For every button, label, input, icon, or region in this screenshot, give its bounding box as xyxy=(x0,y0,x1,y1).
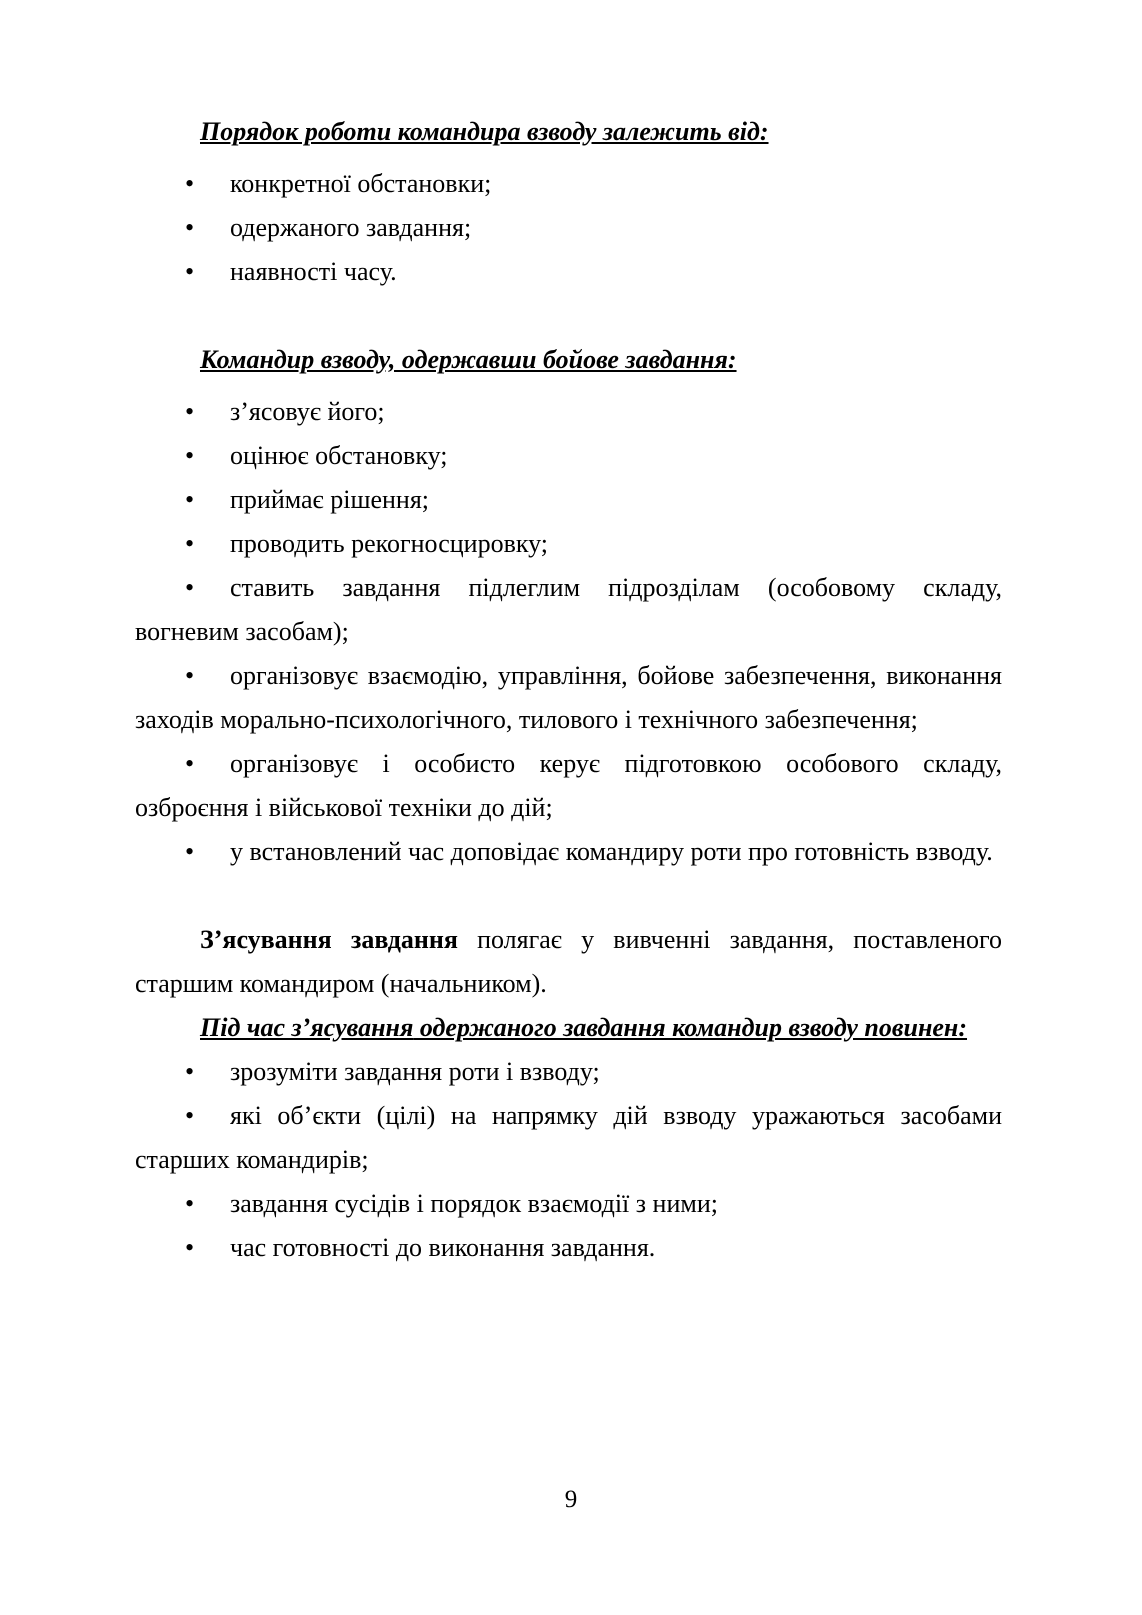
list-item-text: час готовності до виконання завдання. xyxy=(230,1233,656,1262)
bullet-icon: • xyxy=(185,1101,195,1130)
list-item-text: у встановлений час доповідає командиру роти про готовність взводу. xyxy=(230,837,993,866)
bullet-icon: • xyxy=(185,529,195,558)
list-item-text: завдання сусідів і порядок взаємодії з ними; xyxy=(230,1189,718,1218)
list-item-text: наявності часу. xyxy=(230,257,397,286)
heading-rest-part: одержаного завдання командир взводу повинен: xyxy=(413,1013,968,1042)
heading-text: Командир взводу, одержавши бойове завдання: xyxy=(200,345,737,374)
list-item-text: з’ясовує його; xyxy=(230,397,385,426)
bullet-icon: • xyxy=(185,441,195,470)
paragraph-lead-bold: З’ясування завдання xyxy=(200,925,458,954)
bullet-icon: • xyxy=(185,1233,195,1262)
paragraph-text: полягає у вивченні завдання, поставленого старшим командиром (начальником). xyxy=(135,925,1002,998)
bullet-icon: • xyxy=(185,573,195,602)
list-item xyxy=(135,1226,1002,1270)
list-item xyxy=(135,478,1002,522)
list-item xyxy=(135,206,1002,250)
list-item xyxy=(135,162,1002,206)
list-item xyxy=(135,434,1002,478)
list-item xyxy=(135,1182,1002,1226)
bullet-icon: • xyxy=(185,169,195,198)
list-item xyxy=(135,654,1002,742)
bullet-icon: • xyxy=(185,257,195,286)
bullet-icon: • xyxy=(185,661,195,690)
list-item xyxy=(135,522,1002,566)
bullet-icon: • xyxy=(185,485,195,514)
list-item-text: одержаного завдання; xyxy=(230,213,472,242)
list-item-text: які об’єкти (цілі) на напрямку дій взводу уражаються засобами старших командирів; xyxy=(135,1101,1002,1174)
list-item-text: організовує і особисто керує підготовкою особового складу, озброєння і військової техніки до дій; xyxy=(135,749,1002,822)
heading-text xyxy=(200,1013,967,1042)
list-item xyxy=(135,1094,1002,1182)
heading-bold-part: Під час з’ясування xyxy=(200,1013,414,1042)
list-item xyxy=(135,250,1002,294)
bullet-icon: • xyxy=(185,837,195,866)
list-item xyxy=(135,742,1002,830)
list-item xyxy=(135,390,1002,434)
list-item-text: ставить завдання підлеглим підрозділам (особовому складу, вогневим засобам); xyxy=(135,573,1002,646)
bullet-icon: • xyxy=(185,749,195,778)
list-item-text: організовує взаємодію, управління, бойове забезпечення, виконання заходів морально-психологічного, тилового і технічного забезпечення; xyxy=(135,661,1002,734)
heading-text: Порядок роботи командира взводу залежить від: xyxy=(200,117,769,146)
list-item-text: конкретної обстановки; xyxy=(230,169,492,198)
bullet-icon: • xyxy=(185,1189,195,1218)
page-number: 9 xyxy=(564,1486,578,1513)
section-heading-received-task xyxy=(135,338,1002,382)
section-heading-work-order xyxy=(135,110,1002,154)
list-item-text: оцінює обстановку; xyxy=(230,441,448,470)
bullet-icon: • xyxy=(185,213,195,242)
paragraph-task-clarification xyxy=(135,918,1002,1006)
list-item-text: зрозуміти завдання роти і взводу; xyxy=(230,1057,600,1086)
list-item-text: приймає рішення; xyxy=(230,485,430,514)
bullet-icon: • xyxy=(185,397,195,426)
list-item-text: проводить рекогносцировку; xyxy=(230,529,548,558)
bullet-icon: • xyxy=(185,1057,195,1086)
section-heading-during-clarification xyxy=(135,1006,1002,1050)
list-item xyxy=(135,830,1002,874)
list-item xyxy=(135,1050,1002,1094)
list-item xyxy=(135,566,1002,654)
